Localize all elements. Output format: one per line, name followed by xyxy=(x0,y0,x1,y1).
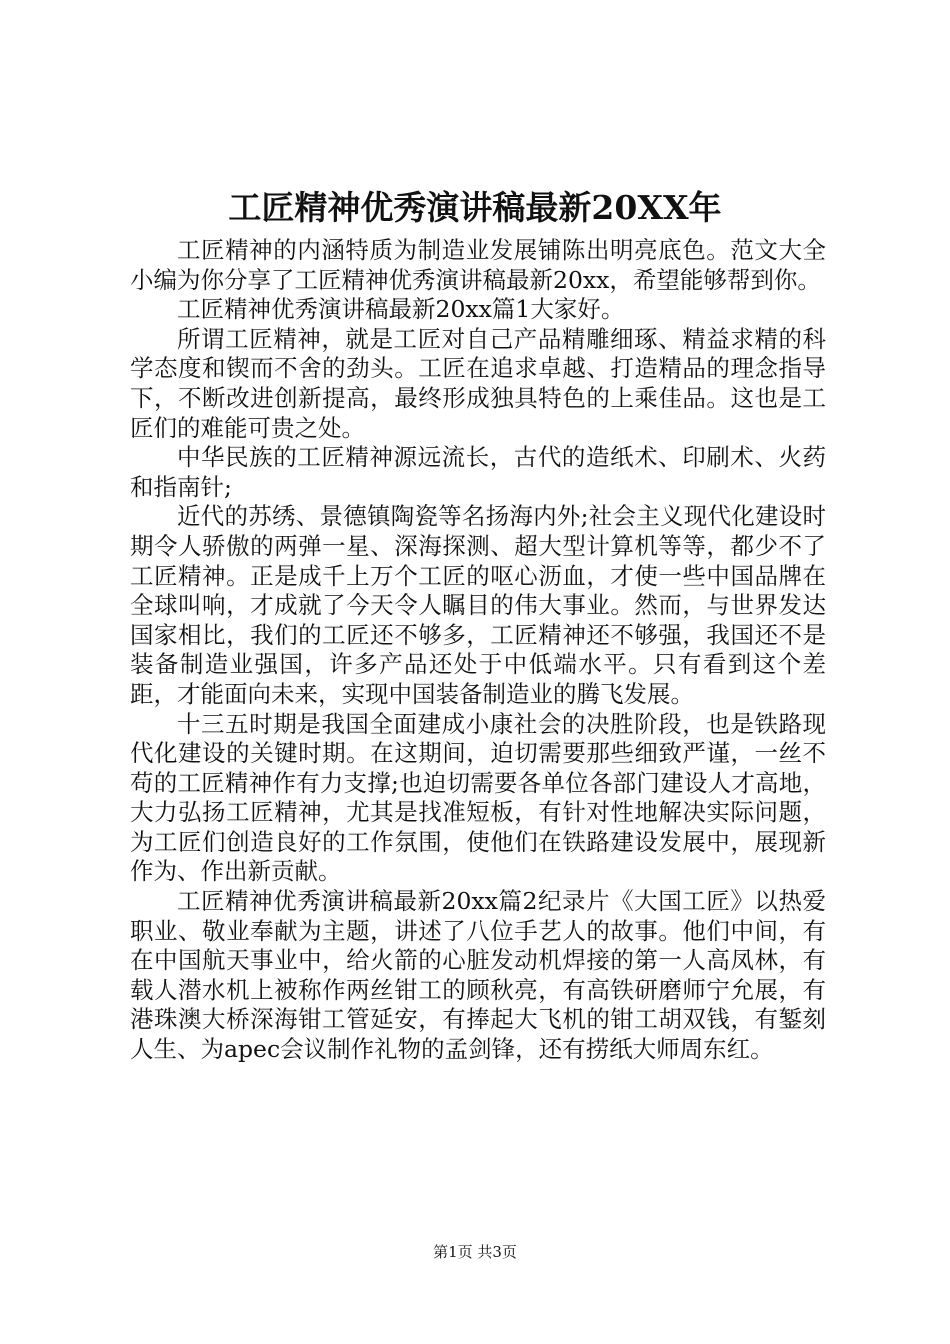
paragraph: 中华民族的工匠精神源远流长，古代的造纸术、印刷术、火药和指南针; xyxy=(130,443,826,501)
paragraph: 工匠精神优秀演讲稿最新20xx篇2纪录片《大国工匠》以热爱职业、敬业奉献为主题，讲述了八位手艺人的故事。他们中间，有在中国航天事业中，给火箭的心脏发动机焊接的第一人高凤林，有载人潜水机上被称作两丝钳工的顾秋亮，有高铁研磨师宁允展，有港珠澳大桥深海钳工管延安，有捧起大飞机的钳工胡双钱，有錾刻人生、为apec会议制作礼物的孟剑锋，还有捞纸大师周东红。 xyxy=(130,887,826,1064)
document-body xyxy=(130,236,826,1065)
page-footer: 第1页 共3页 xyxy=(433,1243,517,1261)
document-title: 工匠精神优秀演讲稿最新20XX年 xyxy=(228,188,722,227)
paragraph: 工匠精神优秀演讲稿最新20xx篇1大家好。 xyxy=(177,295,625,324)
paragraph: 工匠精神的内涵特质为制造业发展铺陈出明亮底色。范文大全小编为你分享了工匠精神优秀演讲稿最新20xx，希望能够帮到你。 xyxy=(130,236,826,294)
paragraph: 所谓工匠精神，就是工匠对自己产品精雕细琢、精益求精的科学态度和锲而不舍的劲头。工匠在追求卓越、打造精品的理念指导下，不断改进创新提高，最终形成独具特色的上乘佳品。这也是工匠们的难能可贵之处。 xyxy=(130,324,826,442)
paragraph: 十三五时期是我国全面建成小康社会的决胜阶段，也是铁路现代化建设的关键时期。在这期间，迫切需要那些细致严谨，一丝不苟的工匠精神作有力支撑;也迫切需要各单位各部门建设人才高地，大力弘扬工匠精神，尤其是找准短板，有针对性地解决实际问题，为工匠们创造良好的工作氛围，使他们在铁路建设发展中，展现新作为、作出新贡献。 xyxy=(130,709,826,886)
paragraph: 近代的苏绣、景德镇陶瓷等名扬海内外;社会主义现代化建设时期令人骄傲的两弹一星、深海探测、超大型计算机等等，都少不了工匠精神。正是成千上万个工匠的呕心沥血，才使一些中国品牌在全球叫响，才成就了今天令人瞩目的伟大事业。然而，与世界发达国家相比，我们的工匠还不够多，工匠精神还不够强，我国还不是装备制造业强国，许多产品还处于中低端水平。只有看到这个差距，才能面向未来，实现中国装备制造业的腾飞发展。 xyxy=(130,502,826,708)
